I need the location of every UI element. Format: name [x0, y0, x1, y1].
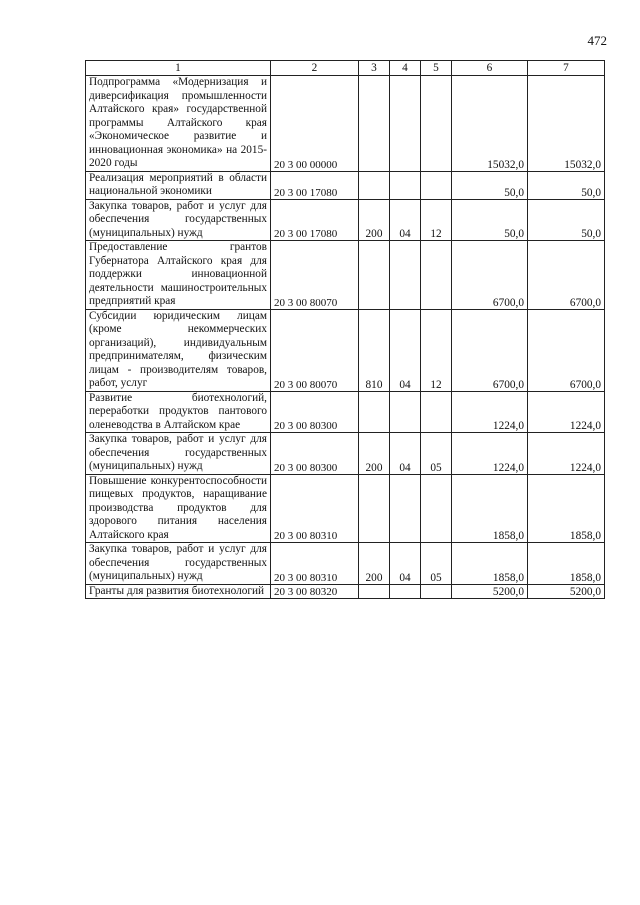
budget-table — [85, 60, 605, 599]
section — [390, 76, 421, 172]
amount-col7: 1858,0 — [528, 543, 605, 585]
expense-type — [359, 76, 390, 172]
section — [390, 171, 421, 199]
expense-type — [359, 171, 390, 199]
row-description: Закупка товаров, работ и услуг для обеспечения государственных (муниципальных) нужд — [86, 543, 271, 585]
row-description: Субсидии юридическим лицам (кроме некоммерческих организаций), индивидуальным предпринимателям, физическим лицам - производителям товаров, работ, услуг — [86, 309, 271, 391]
table-row — [86, 433, 605, 475]
section — [390, 584, 421, 599]
row-description: Повышение конкурентоспособности пищевых продуктов, наращивание производства продуктов для здорового питания населения Алтайского края — [86, 474, 271, 543]
target-article-code: 20 3 00 80320 — [271, 584, 359, 599]
header-cell-3: 3 — [359, 61, 390, 76]
table-row — [86, 474, 605, 543]
header-cell-5: 5 — [421, 61, 452, 76]
amount-col6: 15032,0 — [452, 76, 528, 172]
amount-col6: 1224,0 — [452, 391, 528, 433]
row-description: Подпрограмма «Модернизация и диверсификация промышленности Алтайского края» государственной программы Алтайского края «Экономическое развитие и инновационная экономика» на 2015-2020 годы — [86, 76, 271, 172]
table-row — [86, 391, 605, 433]
table-row — [86, 241, 605, 310]
expense-type: 200 — [359, 199, 390, 241]
section: 04 — [390, 199, 421, 241]
target-article-code: 20 3 00 80300 — [271, 433, 359, 475]
amount-col6: 6700,0 — [452, 309, 528, 391]
amount-col7: 6700,0 — [528, 309, 605, 391]
target-article-code: 20 3 00 80070 — [271, 241, 359, 310]
section: 04 — [390, 433, 421, 475]
table-row — [86, 171, 605, 199]
amount-col6: 6700,0 — [452, 241, 528, 310]
subsection: 12 — [421, 199, 452, 241]
header-cell-2: 2 — [271, 61, 359, 76]
target-article-code: 20 3 00 80310 — [271, 474, 359, 543]
amount-col7: 1858,0 — [528, 474, 605, 543]
amount-col6: 1224,0 — [452, 433, 528, 475]
subsection — [421, 584, 452, 599]
target-article-code: 20 3 00 80300 — [271, 391, 359, 433]
target-article-code: 20 3 00 17080 — [271, 199, 359, 241]
row-description: Закупка товаров, работ и услуг для обеспечения государственных (муниципальных) нужд — [86, 199, 271, 241]
expense-type: 810 — [359, 309, 390, 391]
section: 04 — [390, 543, 421, 585]
section — [390, 241, 421, 310]
row-description: Закупка товаров, работ и услуг для обеспечения государственных (муниципальных) нужд — [86, 433, 271, 475]
target-article-code: 20 3 00 80070 — [271, 309, 359, 391]
table-row — [86, 309, 605, 391]
amount-col7: 15032,0 — [528, 76, 605, 172]
row-description: Предоставление грантов Губернатора Алтайского края для поддержки инновационной деятельности машиностроительных предприятий края — [86, 241, 271, 310]
section: 04 — [390, 309, 421, 391]
expense-type — [359, 474, 390, 543]
subsection — [421, 76, 452, 172]
expense-type — [359, 391, 390, 433]
amount-col7: 1224,0 — [528, 391, 605, 433]
section — [390, 474, 421, 543]
header-cell-1: 1 — [86, 61, 271, 76]
header-cell-6: 6 — [452, 61, 528, 76]
amount-col6: 50,0 — [452, 171, 528, 199]
header-cell-4: 4 — [390, 61, 421, 76]
amount-col6: 1858,0 — [452, 474, 528, 543]
subsection — [421, 171, 452, 199]
target-article-code: 20 3 00 80310 — [271, 543, 359, 585]
target-article-code: 20 3 00 00000 — [271, 76, 359, 172]
subsection: 12 — [421, 309, 452, 391]
amount-col6: 50,0 — [452, 199, 528, 241]
subsection: 05 — [421, 543, 452, 585]
row-description: Развитие биотехнологий, переработки продуктов пантового оленеводства в Алтайском крае — [86, 391, 271, 433]
table-row — [86, 584, 605, 599]
amount-col6: 5200,0 — [452, 584, 528, 599]
header-cell-7: 7 — [528, 61, 605, 76]
target-article-code: 20 3 00 17080 — [271, 171, 359, 199]
row-description: Реализация мероприятий в области национальной экономики — [86, 171, 271, 199]
subsection — [421, 391, 452, 433]
amount-col6: 1858,0 — [452, 543, 528, 585]
subsection: 05 — [421, 433, 452, 475]
page-number: 472 — [587, 33, 607, 48]
section — [390, 391, 421, 433]
header-row — [86, 61, 605, 76]
subsection — [421, 474, 452, 543]
expense-type — [359, 241, 390, 310]
amount-col7: 50,0 — [528, 199, 605, 241]
row-description: Гранты для развития биотехнологий — [86, 584, 271, 599]
amount-col7: 50,0 — [528, 171, 605, 199]
expense-type: 200 — [359, 543, 390, 585]
amount-col7: 6700,0 — [528, 241, 605, 310]
subsection — [421, 241, 452, 310]
table-row — [86, 76, 605, 172]
amount-col7: 5200,0 — [528, 584, 605, 599]
table-row — [86, 199, 605, 241]
amount-col7: 1224,0 — [528, 433, 605, 475]
table-row — [86, 543, 605, 585]
expense-type — [359, 584, 390, 599]
expense-type: 200 — [359, 433, 390, 475]
